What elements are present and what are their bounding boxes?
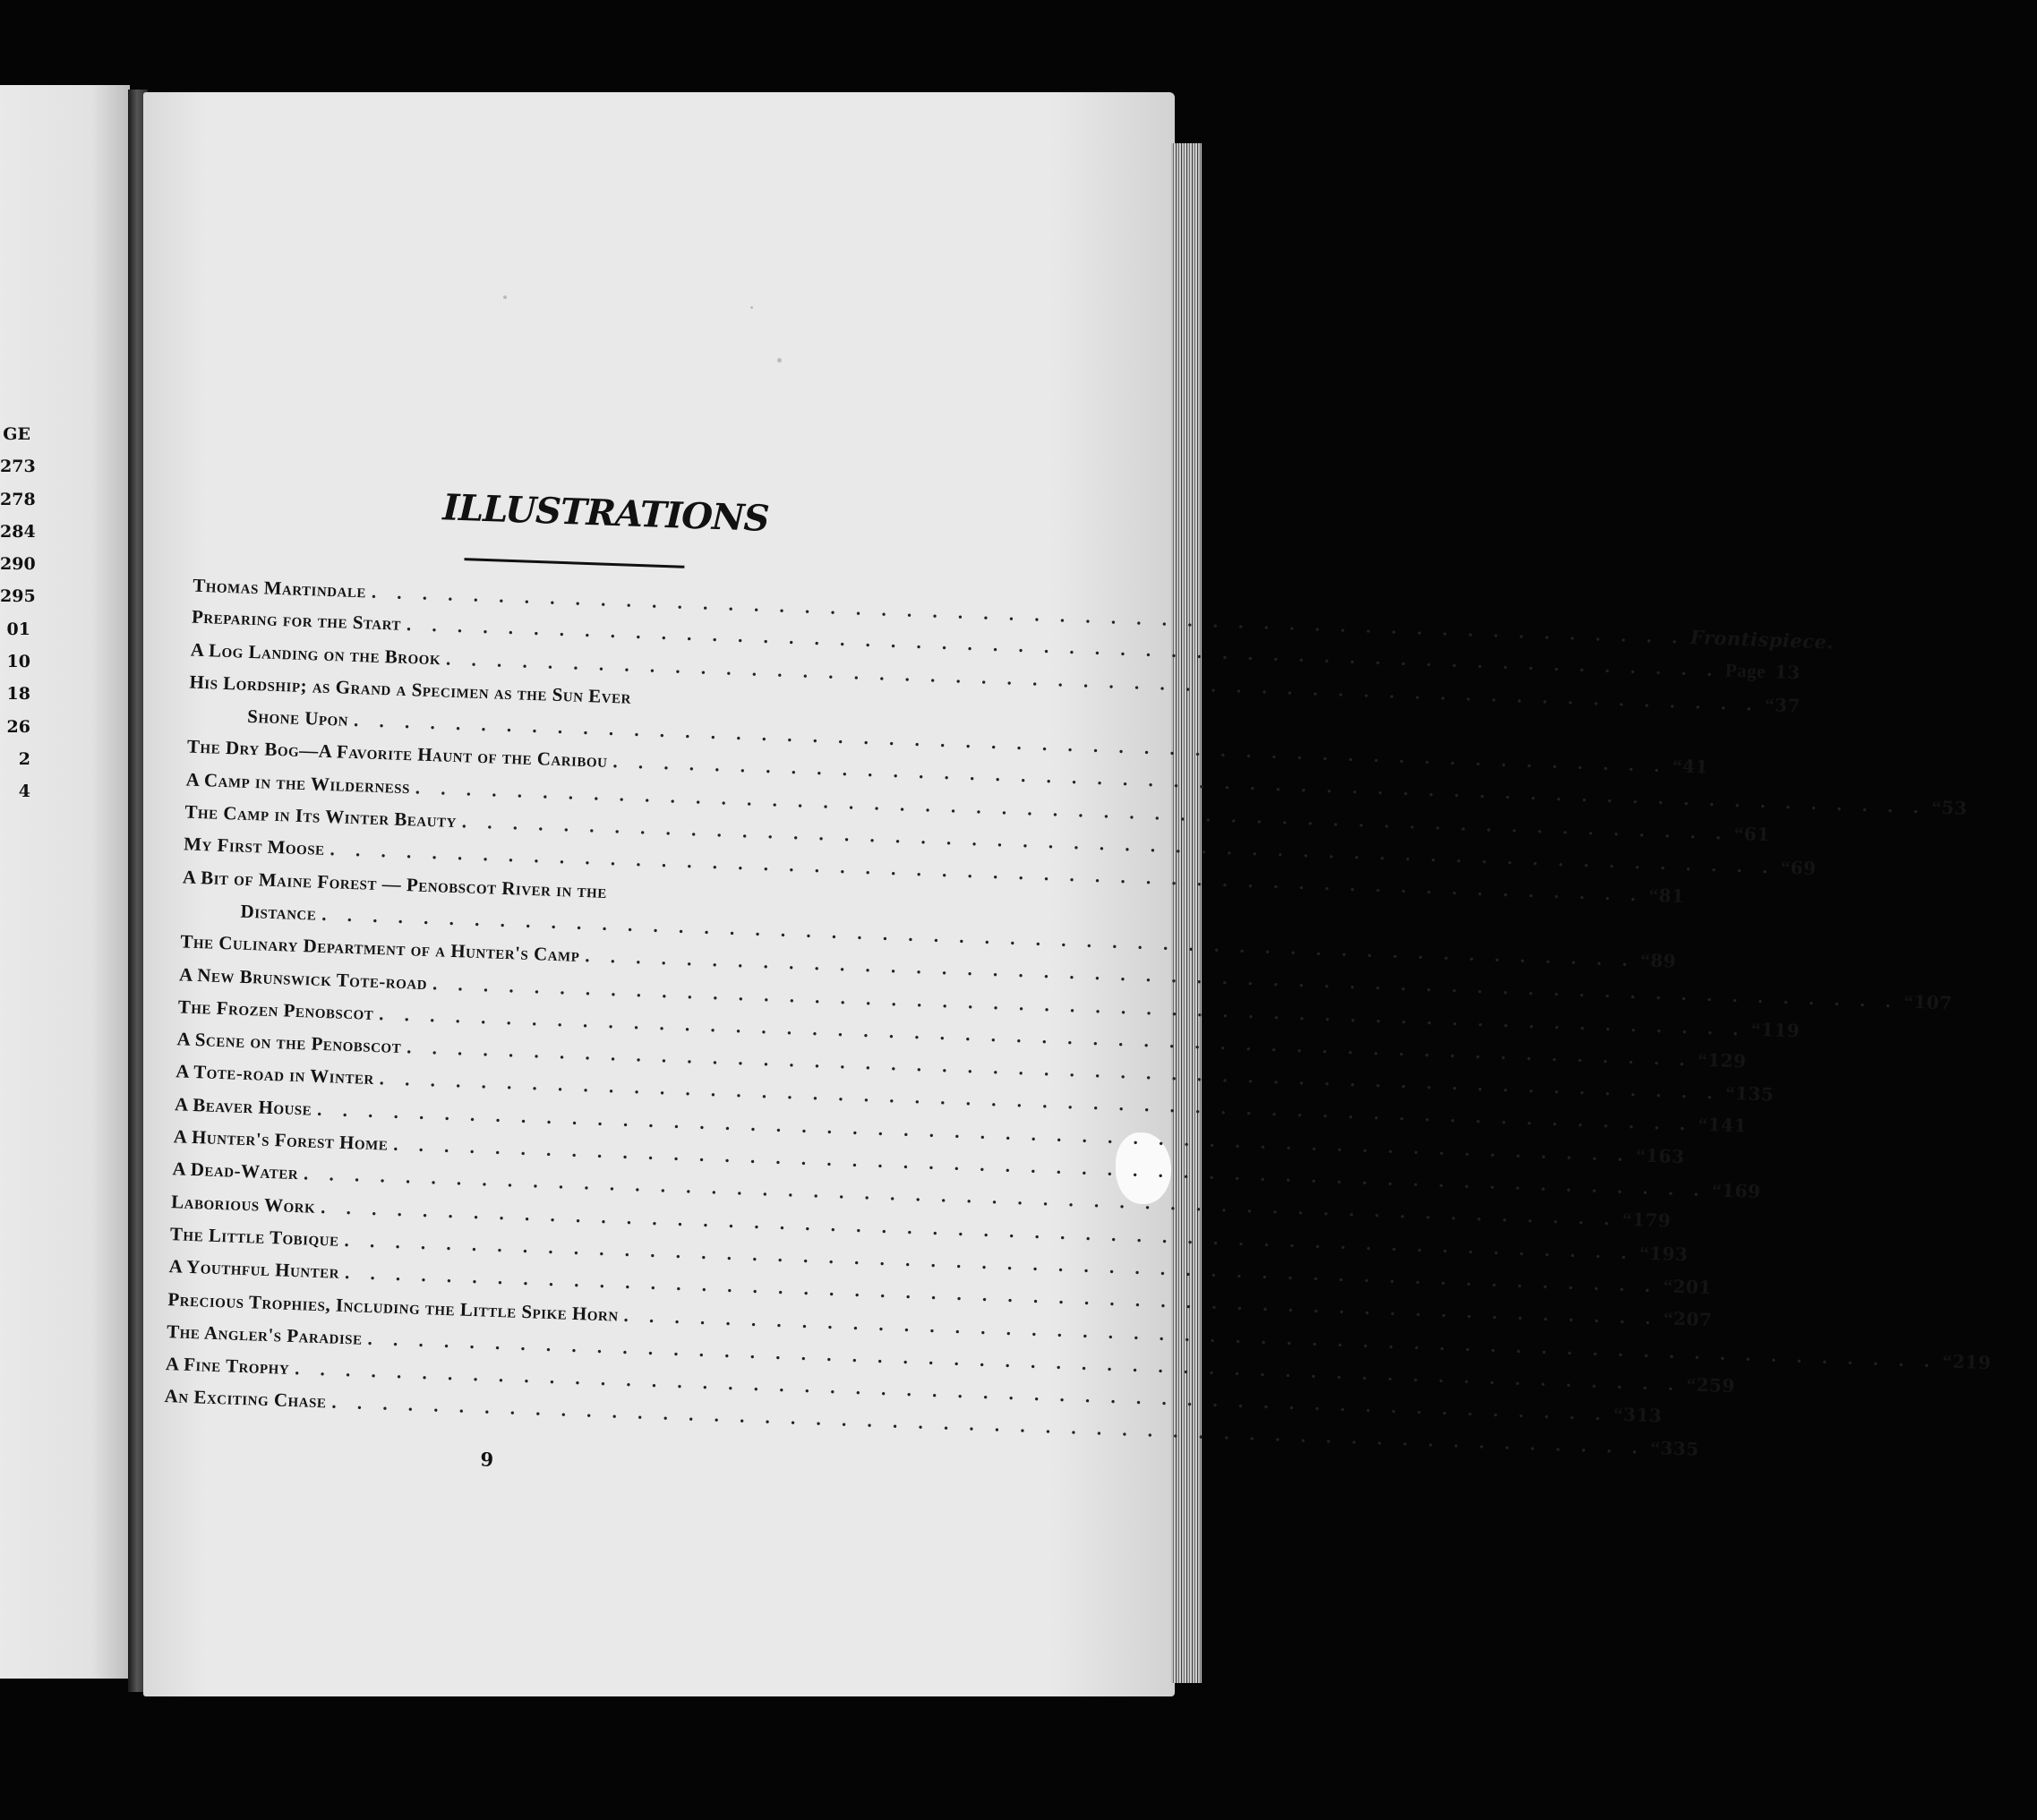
left-page-number: 18 (6, 684, 30, 705)
illustration-title: The Culinary Department of a Hunter's Camp (180, 930, 580, 967)
illustration-title: A Log Landing on the Brook (190, 638, 441, 669)
ditto-mark: “ (1648, 884, 1659, 907)
ditto-mark: “ (1649, 1437, 1661, 1459)
left-page-number: 2 (18, 748, 30, 769)
illustrations-list (164, 574, 1992, 1461)
illustration-title: A Youthful Hunter (168, 1255, 340, 1284)
left-page-number: 284 (0, 521, 36, 542)
illustration-title: A Bit of Maine Forest — Penobscot River in the (182, 866, 608, 902)
ditto-mark: “ (1698, 1114, 1709, 1136)
illustration-page-number: 37 (1774, 693, 1802, 716)
ditto-mark: “ (1663, 1275, 1673, 1297)
left-page-number: 290 (0, 554, 36, 575)
illustration-page-number: 107 (1913, 991, 1953, 1014)
ditto-mark: “ (1725, 1081, 1736, 1105)
left-page-number: 4 (18, 782, 30, 802)
ditto-mark: “ (1686, 1373, 1697, 1396)
illustration-title: Preparing for the Start (191, 605, 402, 636)
ditto-mark: “ (1942, 1349, 1953, 1372)
illustration-title: A New Brunswick Tote-road (178, 962, 428, 994)
illustration-page-number: 13 (1774, 661, 1802, 684)
illustration-page-number: 89 (1649, 949, 1677, 972)
illustration-title: The Dry Bog—A Favorite Haunt of the Caribou (186, 735, 608, 773)
illustration-title: The Angler's Paradise (166, 1320, 364, 1349)
illustration-title: The Camp in Its Winter Beauty (184, 800, 458, 833)
illustration-page-number: 219 (1952, 1350, 1992, 1373)
ditto-mark: “ (1903, 990, 1914, 1013)
ditto-mark: “ (1697, 1048, 1708, 1071)
illustration-page-number: 201 (1673, 1275, 1713, 1299)
illustration-page-number: 61 (1743, 823, 1771, 846)
illustration-page-number: 81 (1658, 884, 1685, 908)
left-page-number: 273 (0, 457, 36, 477)
illustration-page-number: 119 (1760, 1018, 1801, 1042)
illustration-title: Thomas Martindale (192, 574, 367, 602)
illustration-page-number: 259 (1696, 1373, 1736, 1397)
left-page-number: GE (3, 424, 30, 444)
ditto-mark: “ (1635, 1144, 1647, 1166)
illustration-title: An Exciting Chase (164, 1385, 327, 1413)
illustration-title: His Lordship; as Grand a Specimen as the Sun Ever (189, 671, 632, 708)
ditto-mark: “ (1639, 1242, 1650, 1264)
illustration-page-number: 163 (1645, 1144, 1685, 1167)
left-page-number: 295 (0, 586, 36, 607)
illustration-page-number: 129 (1707, 1048, 1747, 1072)
left-page-number: 278 (0, 489, 36, 509)
ditto-mark: “ (1613, 1403, 1624, 1426)
page-title: ILLUSTRATIONS (441, 486, 770, 540)
illustration-title: Distance (240, 900, 317, 925)
illustration-title: My First Moose (183, 833, 326, 860)
illustration-page-number: 335 (1659, 1437, 1699, 1461)
illustration-page-number: 207 (1673, 1308, 1713, 1331)
illustration-page-number: 179 (1631, 1209, 1672, 1232)
ditto-mark: “ (1750, 1018, 1762, 1040)
ditto-mark: “ (1639, 949, 1651, 971)
illustration-title: A Scene on the Penobscot (176, 1028, 402, 1058)
illustration-title: The Little Tobique (169, 1223, 340, 1251)
left-page-number: 01 (6, 619, 30, 639)
illustration-title: A Hunter's Forest Home (173, 1125, 389, 1155)
ditto-mark: “ (1733, 822, 1745, 845)
ditto-mark: “ (1764, 693, 1776, 715)
ditto-mark: “ (1711, 1179, 1723, 1201)
illustration-title: A Fine Trophy (165, 1353, 290, 1380)
illustration-page-number: 193 (1648, 1242, 1689, 1265)
illustration-title: Laborious Work (170, 1190, 316, 1218)
illustration-title: A Beaver House (174, 1093, 312, 1120)
illustration-page-number: 135 (1734, 1082, 1775, 1106)
ditto-mark: “ (1663, 1307, 1674, 1330)
left-page-number: 10 (6, 652, 30, 672)
ditto-mark: “ (1672, 755, 1683, 777)
left-page-number: 26 (6, 716, 30, 737)
illustration-title: Precious Trophies, Including the Little Spike Horn (167, 1287, 620, 1326)
illustration-page-number: 141 (1707, 1114, 1748, 1137)
illustration-page-number: Frontispiece. (1690, 626, 1835, 654)
ditto-mark: “ (1622, 1209, 1633, 1231)
ditto-mark: “ (1930, 797, 1942, 819)
illustration-title: A Tote-road in Winter (175, 1060, 375, 1089)
page-number: 9 (480, 1448, 494, 1471)
illustration-title: The Frozen Penobscot (177, 995, 374, 1024)
illustration-page-number: 313 (1622, 1404, 1663, 1427)
illustration-page-number: 69 (1790, 857, 1817, 880)
illustration-title: A Camp in the Wilderness (185, 768, 411, 798)
illustration-page-number: 53 (1940, 797, 1968, 820)
ditto-mark: “ (1780, 856, 1792, 879)
illustration-page-number: 41 (1682, 755, 1709, 778)
illustration-title: A Dead-Water (172, 1158, 299, 1184)
title-rule (464, 558, 684, 568)
illustration-title: Shone Upon (246, 705, 349, 731)
illustration-page-number: 169 (1721, 1179, 1761, 1203)
ditto-mark: Page (1725, 659, 1767, 683)
